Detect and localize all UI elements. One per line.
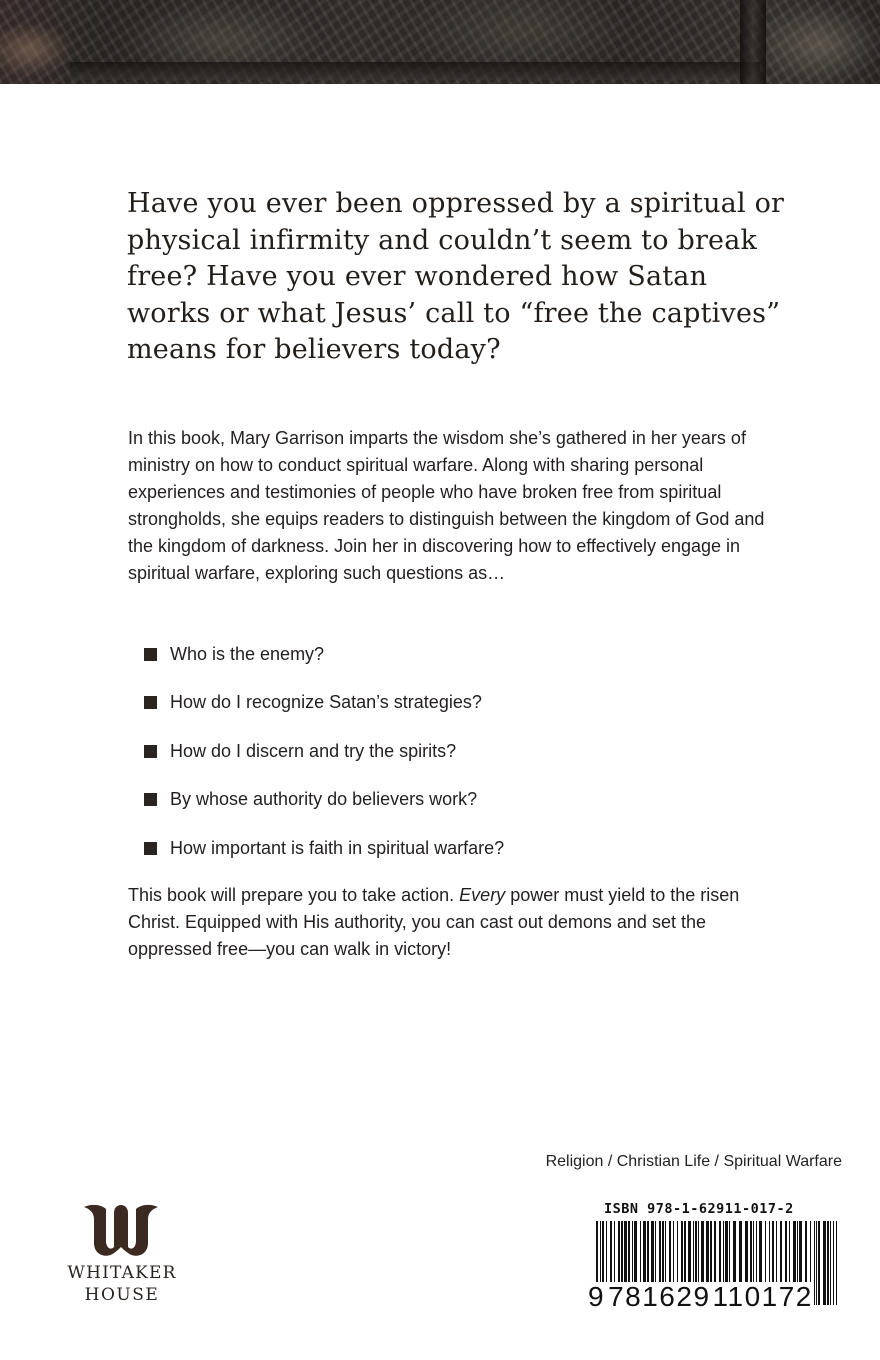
book-category: Religion / Christian Life / Spiritual Warfare — [545, 1153, 842, 1170]
square-bullet-icon — [144, 842, 157, 855]
question-text: Who is the enemy? — [170, 643, 325, 664]
publisher-line-1: WHITAKER — [67, 1263, 177, 1283]
question-text: How do I recognize Satan’s strategies? — [170, 692, 482, 713]
closing-paragraph — [128, 882, 768, 963]
square-bullet-icon — [144, 745, 157, 758]
square-bullet-icon — [144, 696, 157, 709]
question-item — [144, 727, 704, 776]
square-bullet-icon — [144, 793, 157, 806]
square-bullet-icon — [144, 648, 157, 661]
closing-emphasis: Every — [459, 885, 506, 905]
question-item — [144, 630, 704, 679]
barcode-digits — [588, 1282, 848, 1312]
publisher-name — [64, 1262, 180, 1306]
question-text: By whose authority do believers work? — [170, 789, 478, 810]
question-item — [144, 679, 704, 728]
headline: Have you ever been oppressed by a spiritual or physical infirmity and couldn’t seem to break free? Have you ever wondered how Satan works or what Jesus’ call to “free the captives” means for believers today? — [127, 188, 785, 365]
publisher-line-2: HOUSE — [84, 1285, 160, 1305]
question-item — [144, 776, 704, 825]
intro-paragraph: In this book, Mary Garrison imparts the wisdom she’s gathered in her years of ministry on how to conduct spiritual warfare. Along with sharing personal experiences and testimonies of people who have broken free from spiritual strongholds, she equips readers to distinguish between the kingdom of God and the kingdom of darkness. Join her in discovering how to effectively engage in spiritual warfare, exploring such questions as… — [128, 428, 765, 583]
question-text: How important is faith in spiritual warfare? — [170, 837, 505, 858]
question-item — [144, 824, 704, 873]
question-text: How do I discern and try the spirits? — [170, 740, 457, 761]
barcode-digit-group-1: 781629 — [608, 1281, 711, 1312]
whitaker-house-logo-icon — [82, 1203, 160, 1259]
barcode-digit-group-2: 110172 — [712, 1281, 813, 1312]
closing-text-start: This book will prepare you to take action. — [128, 885, 460, 905]
isbn-label: ISBN 978-1-62911-017-2 — [604, 1201, 794, 1217]
barcode-first-digit: 9 — [588, 1281, 606, 1312]
header-ornament-post — [740, 0, 766, 84]
closing-text-end: power must yield to the risen Christ. Equipped with His authority, you can cast out demons and set the oppressed free—you can walk in victory! — [128, 885, 740, 959]
ornamental-header-image — [0, 0, 880, 84]
header-ornament-bar — [70, 62, 760, 80]
question-list — [144, 630, 704, 873]
